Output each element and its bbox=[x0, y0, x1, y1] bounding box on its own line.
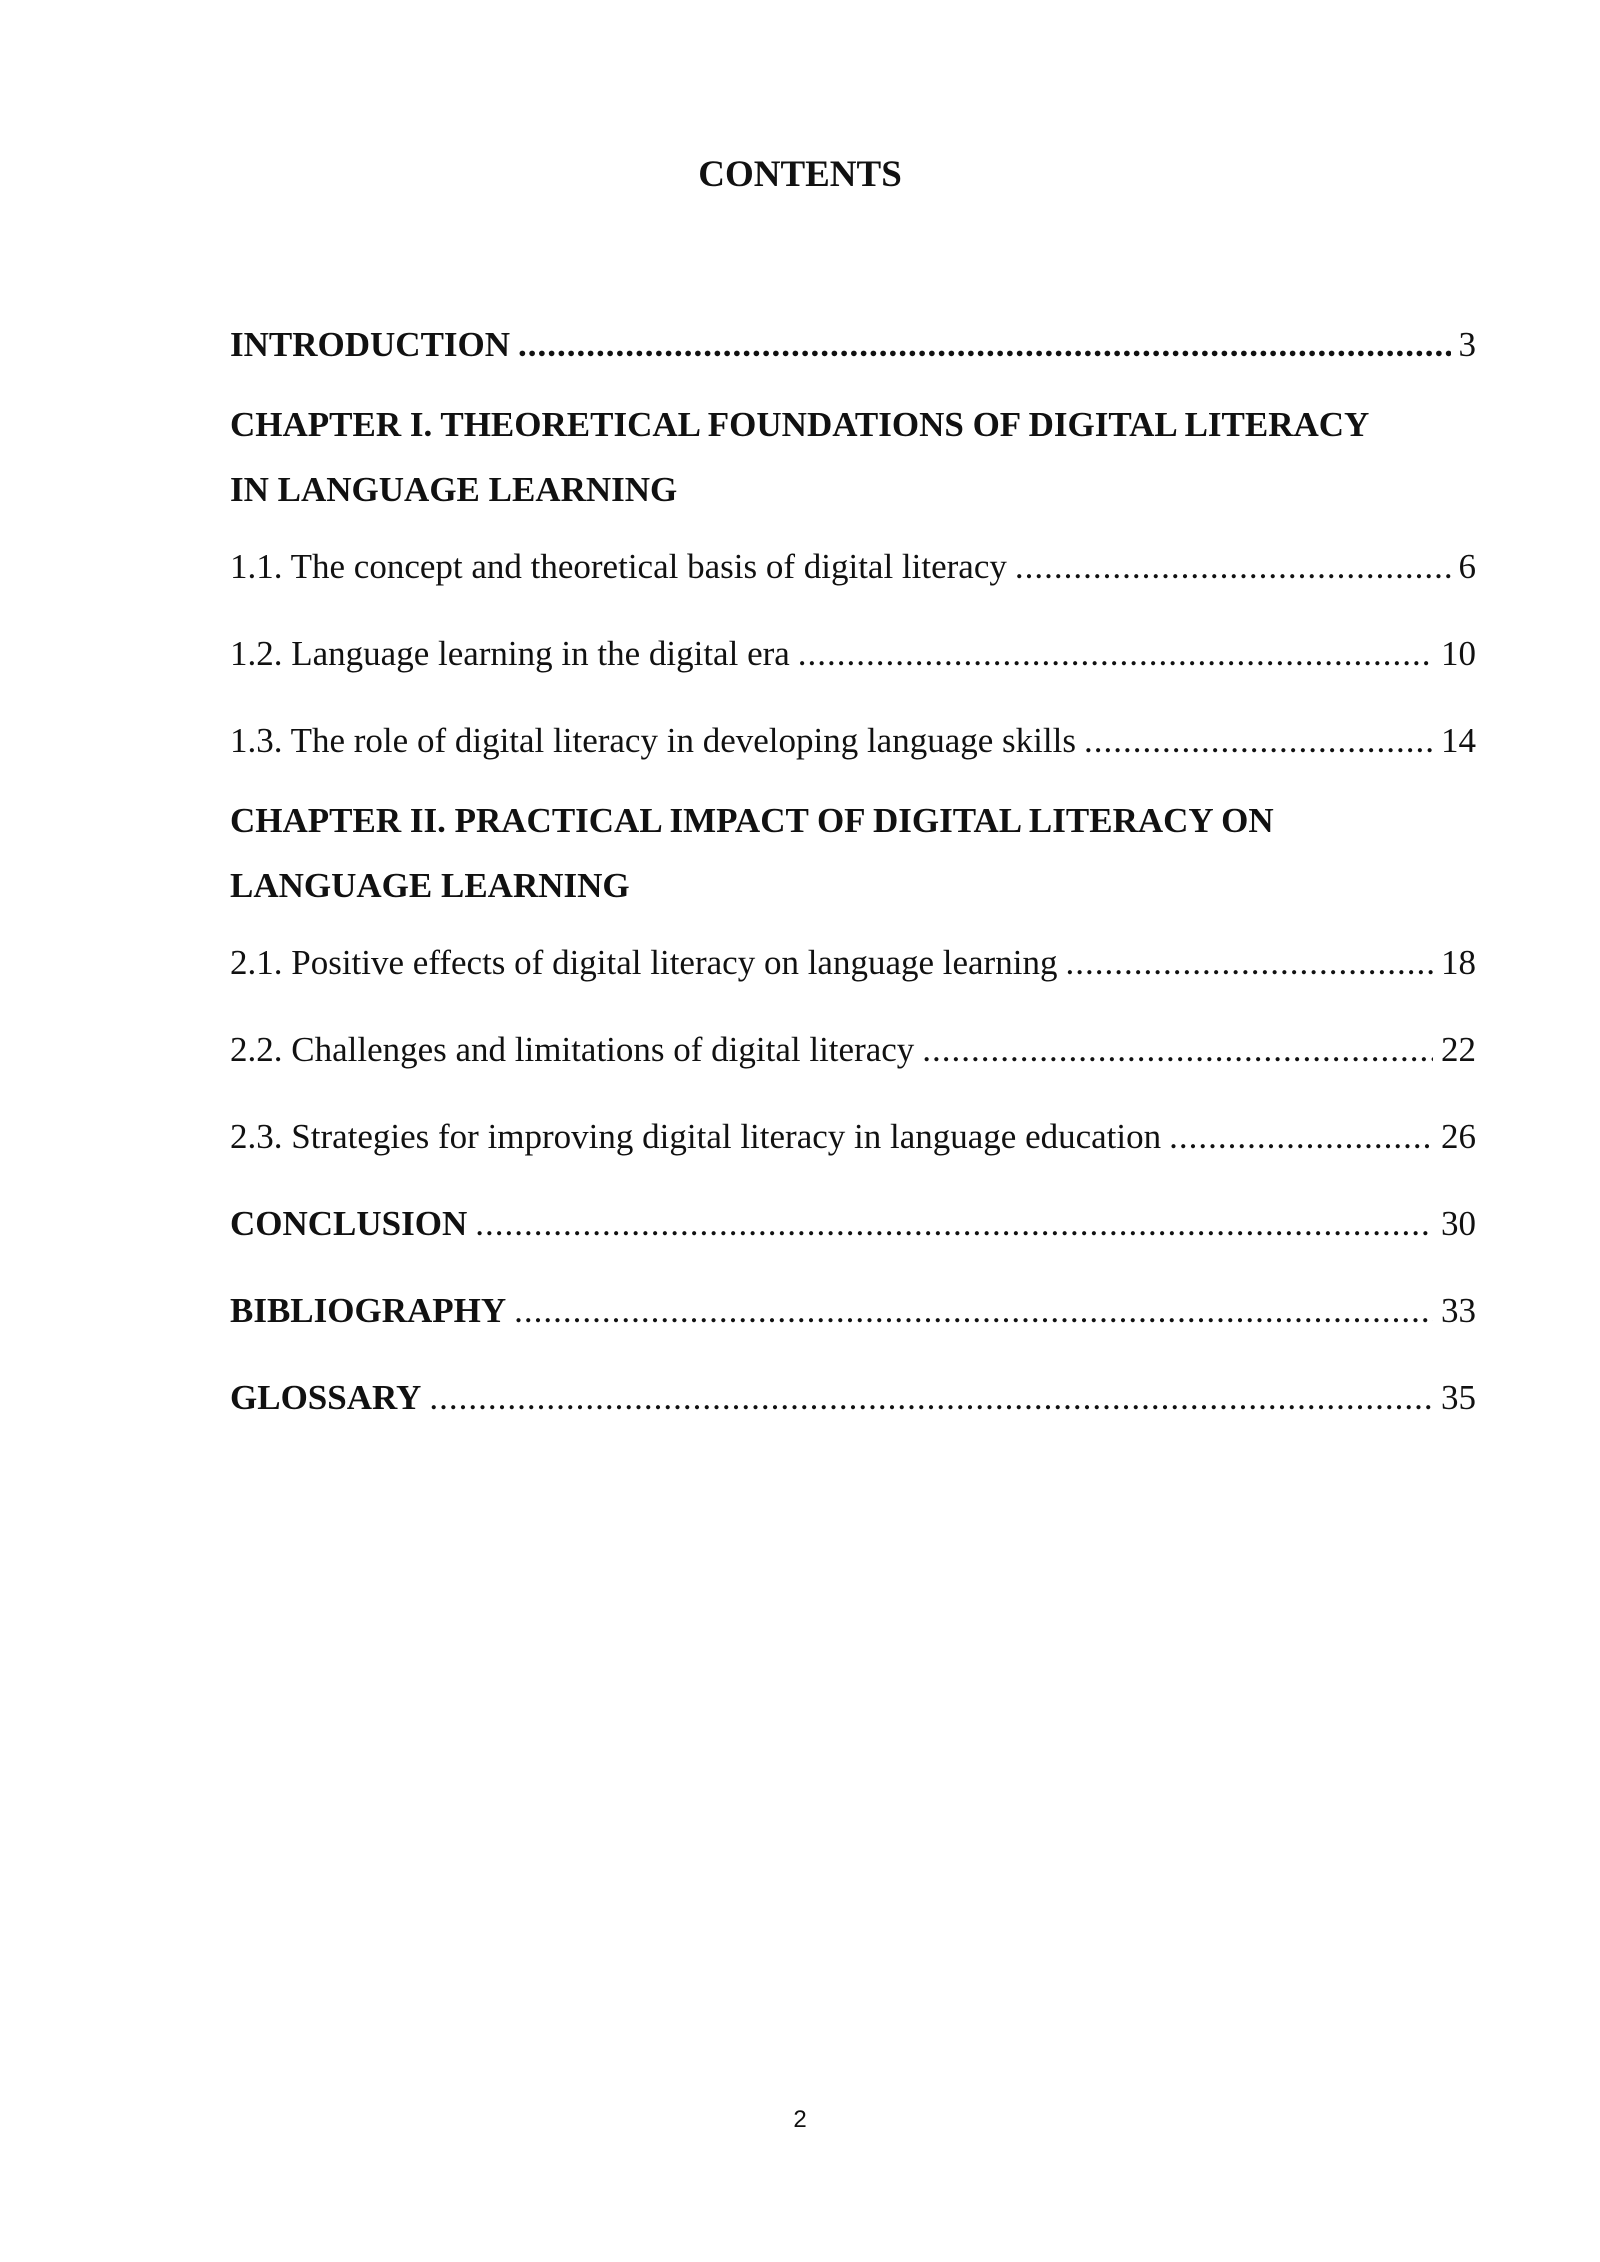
dot-leader bbox=[798, 629, 1433, 679]
chapter-heading-line: CHAPTER II. PRACTICAL IMPACT OF DIGITAL LITERACY ON bbox=[230, 801, 1274, 840]
toc-entry-page: 33 bbox=[1441, 1291, 1476, 1330]
page-number: 2 bbox=[793, 2106, 807, 2133]
toc-entry-label: 2.1. Positive effects of digital literacy on language learning bbox=[230, 943, 1058, 982]
dot-leader bbox=[514, 1286, 1433, 1336]
toc-entry-page: 22 bbox=[1441, 1030, 1476, 1069]
dot-leader bbox=[922, 1025, 1433, 1075]
table-of-contents bbox=[230, 320, 1476, 1423]
dot-leader bbox=[429, 1373, 1433, 1423]
toc-entry-label: 2.2. Challenges and limitations of digital literacy bbox=[230, 1030, 915, 1069]
toc-chapter-1-heading bbox=[230, 392, 1476, 522]
toc-entry-bibliography bbox=[230, 1286, 1476, 1336]
toc-entry-page: 26 bbox=[1441, 1117, 1476, 1156]
chapter-heading-line: LANGUAGE LEARNING bbox=[230, 866, 630, 905]
toc-entry-label: 2.3. Strategies for improving digital literacy in language education bbox=[230, 1117, 1162, 1156]
dot-leader bbox=[1084, 716, 1433, 766]
dot-leader bbox=[518, 320, 1450, 370]
chapter-heading-line: CHAPTER I. THEORETICAL FOUNDATIONS OF DIGITAL LITERACY bbox=[230, 405, 1370, 444]
toc-entry-label: BIBLIOGRAPHY bbox=[230, 1291, 507, 1330]
toc-entry-glossary bbox=[230, 1373, 1476, 1423]
toc-entry-page: 30 bbox=[1441, 1204, 1476, 1243]
chapter-heading-line: IN LANGUAGE LEARNING bbox=[230, 470, 678, 509]
toc-chapter-2-heading bbox=[230, 788, 1476, 918]
toc-entry-section-1-3 bbox=[230, 716, 1476, 766]
toc-entry-page: 14 bbox=[1441, 721, 1476, 760]
toc-entry-section-1-2 bbox=[230, 629, 1476, 679]
toc-entry-label: 1.3. The role of digital literacy in developing language skills bbox=[230, 721, 1076, 760]
toc-entry-label: 1.1. The concept and theoretical basis of digital literacy bbox=[230, 547, 1007, 586]
dot-leader bbox=[1015, 542, 1451, 592]
toc-entry-conclusion bbox=[230, 1199, 1476, 1249]
toc-entry-section-2-2 bbox=[230, 1025, 1476, 1075]
toc-entry-label: CONCLUSION bbox=[230, 1204, 468, 1243]
toc-entry-page: 3 bbox=[1458, 325, 1476, 364]
toc-entry-page: 6 bbox=[1458, 547, 1476, 586]
toc-entry-page: 35 bbox=[1441, 1378, 1476, 1417]
toc-entry-label: 1.2. Language learning in the digital era bbox=[230, 634, 790, 673]
toc-entry-section-2-3 bbox=[230, 1112, 1476, 1162]
toc-entry-page: 10 bbox=[1441, 634, 1476, 673]
dot-leader bbox=[1065, 938, 1433, 988]
toc-entry-label: GLOSSARY bbox=[230, 1378, 422, 1417]
toc-entry-label: INTRODUCTION bbox=[230, 325, 511, 364]
dot-leader bbox=[1169, 1112, 1433, 1162]
toc-entry-introduction bbox=[230, 320, 1476, 370]
toc-entry-section-1-1 bbox=[230, 542, 1476, 592]
toc-entry-page: 18 bbox=[1441, 943, 1476, 982]
dot-leader bbox=[475, 1199, 1433, 1249]
toc-entry-section-2-1 bbox=[230, 938, 1476, 988]
page-title: CONTENTS bbox=[698, 154, 902, 195]
